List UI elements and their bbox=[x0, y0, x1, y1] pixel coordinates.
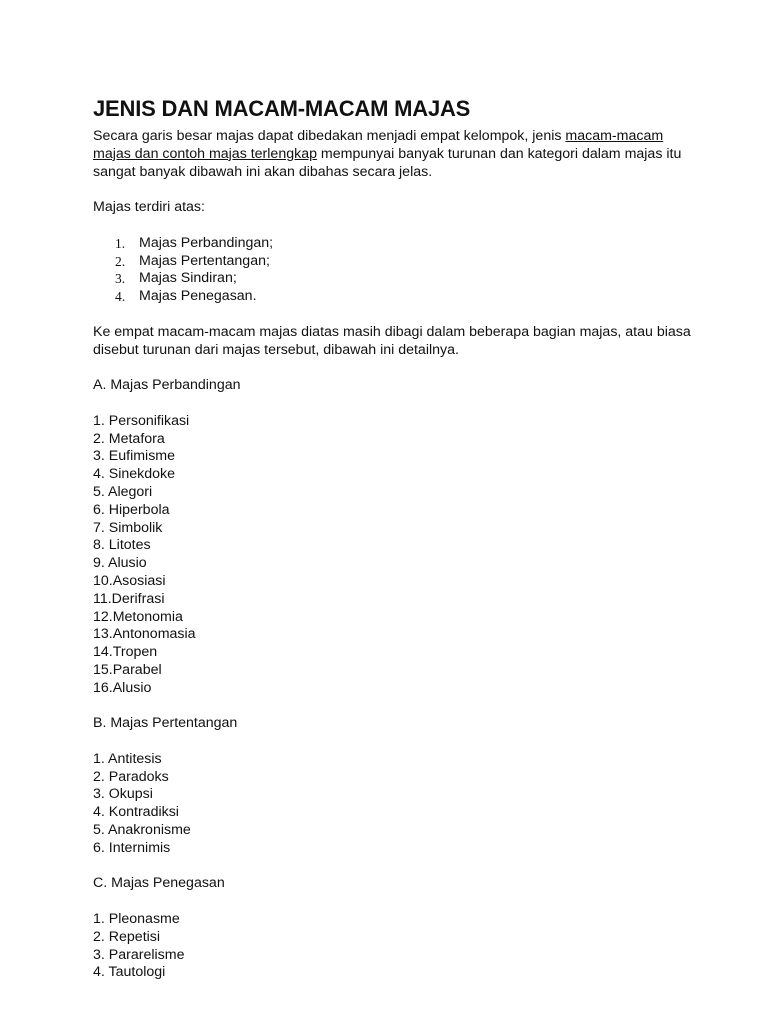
list-item: 13.Antonomasia bbox=[93, 626, 196, 643]
list-item-label: Majas Penegasan. bbox=[139, 288, 257, 305]
list-item: 1. Pleonasme bbox=[93, 911, 180, 928]
list-penegasan bbox=[93, 911, 693, 982]
list-item-number: 4. bbox=[115, 289, 126, 305]
list-item: 2. Paradoks bbox=[93, 768, 169, 785]
list-item bbox=[93, 288, 693, 306]
list-item: 5. Anakronisme bbox=[93, 822, 191, 839]
list-item: 4. Kontradiksi bbox=[93, 804, 179, 821]
list-item-number: 1. bbox=[115, 235, 126, 251]
section-heading-perbandingan: A. Majas Perbandingan bbox=[93, 377, 241, 394]
list-item: 10.Asosiasi bbox=[93, 572, 166, 589]
intro-paragraph bbox=[93, 128, 693, 181]
list-item: 14.Tropen bbox=[93, 644, 158, 661]
list-item: 12.Metonomia bbox=[93, 608, 183, 625]
list-item-number: 2. bbox=[115, 253, 126, 269]
explanation-paragraph: Ke empat macam-macam majas diatas masih dibagi dalam beberapa bagian majas, atau biasa disebut turunan dari majas tersebut, dibawah ini detailnya. bbox=[93, 323, 691, 358]
types-list bbox=[93, 235, 693, 306]
list-item bbox=[93, 253, 693, 271]
list-item: 1. Antitesis bbox=[93, 750, 162, 767]
list-perbandingan bbox=[93, 413, 693, 698]
list-item-label: Majas Perbandingan; bbox=[139, 234, 274, 251]
document-page bbox=[93, 96, 693, 982]
list-item-label: Majas Sindiran; bbox=[139, 270, 237, 287]
list-item: 3. Okupsi bbox=[93, 786, 153, 803]
list-pertentangan bbox=[93, 751, 693, 858]
list-item: 5. Alegori bbox=[93, 483, 153, 500]
intro-link[interactable]: macam-macam majas dan contoh majas terlengkap bbox=[93, 128, 664, 162]
section-heading-pertentangan: B. Majas Pertentangan bbox=[93, 715, 238, 732]
page-title: JENIS DAN MACAM-MACAM MAJAS bbox=[93, 96, 471, 121]
list-item: 1. Personifikasi bbox=[93, 412, 190, 429]
list-item bbox=[93, 235, 693, 253]
list-item: 2. Metafora bbox=[93, 430, 165, 447]
list-item-number: 3. bbox=[115, 271, 126, 287]
list-item: 6. Hiperbola bbox=[93, 501, 170, 518]
list-item: 15.Parabel bbox=[93, 661, 162, 678]
list-item: 7. Simbolik bbox=[93, 519, 163, 536]
list-item: 9. Alusio bbox=[93, 555, 147, 572]
list-item bbox=[93, 270, 693, 288]
list-item: 4. Sinekdoke bbox=[93, 466, 176, 483]
section-heading-penegasan: C. Majas Penegasan bbox=[93, 875, 225, 892]
list-item: 16.Alusio bbox=[93, 679, 152, 696]
list-item-label: Majas Pertentangan; bbox=[139, 252, 270, 269]
list-item: 11.Derifrasi bbox=[93, 590, 165, 607]
list-item: 4. Tautologi bbox=[93, 964, 166, 981]
list-item: 3. Eufimisme bbox=[93, 448, 175, 465]
list-item: 3. Pararelisme bbox=[93, 946, 185, 963]
list-item: 6. Internimis bbox=[93, 839, 171, 856]
intro-text-before: Secara garis besar majas dapat dibedakan menjadi empat kelompok, jenis bbox=[93, 128, 566, 144]
list-item: 2. Repetisi bbox=[93, 928, 161, 945]
types-heading: Majas terdiri atas: bbox=[93, 199, 205, 216]
intro-text-after: mempunyai banyak turunan dan kategori dalam majas itu sangat banyak dibawah ini akan dibahas secara jelas. bbox=[93, 145, 682, 180]
list-item: 8. Litotes bbox=[93, 537, 151, 554]
